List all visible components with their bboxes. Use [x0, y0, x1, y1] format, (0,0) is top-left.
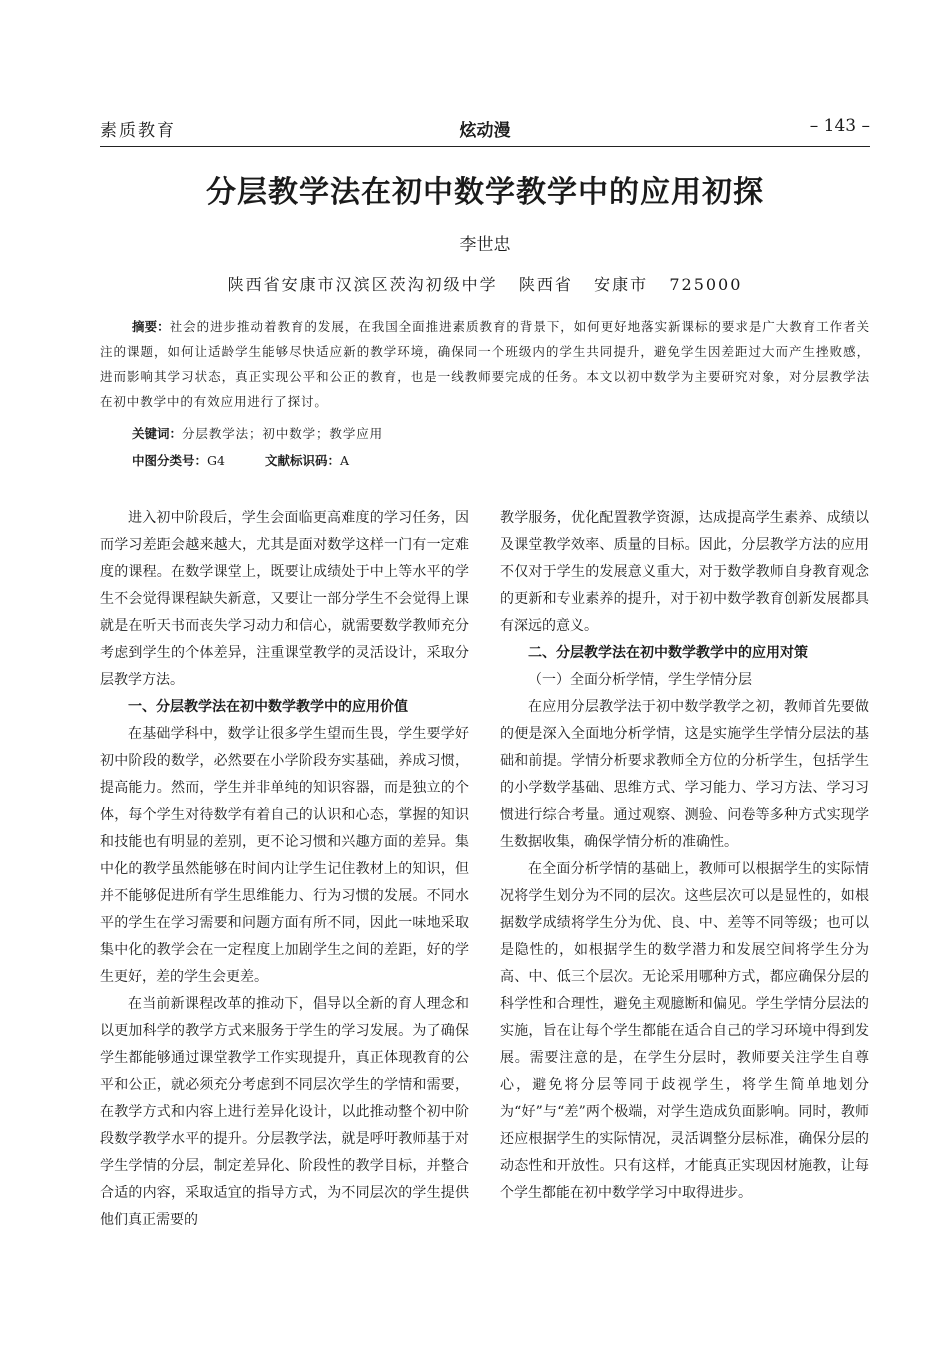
intro-paragraph: 进入初中阶段后，学生会面临更高难度的学习任务，因而学习差距会越来越大，尤其是面对数学这样一门有一定难度的课程。在数学课堂上，既要让成绩处于中上等水平的学生不会觉得课程缺失新意，又要让一部分学生不会觉得上课就是在听天书而丧失学习动力和信心，就需要数学教师充分考虑到学生的个体差异，注重课堂教学的灵活设计，采取分层教学方法。	[100, 510, 469, 688]
keywords-label: 关键词：	[132, 426, 183, 441]
subsection-heading: （一）全面分析学情，学生学情分层	[528, 672, 752, 688]
article-author: 李世忠	[459, 235, 511, 255]
keywords-text: 分层教学法；初中数学；教学应用	[182, 426, 384, 441]
body-paragraph: 在应用分层教学法于初中数学教学之初，教师首先要做的便是深入全面地分析学情，这是实施学生学情分层法的基础和前提。学情分析要求教师全方位的分析学生，包括学生的小学数学基础、思维方式、学习能力、学习方法、学习习惯进行综合考量。通过观察、测验、问卷等多种方式实现学生数据收集，确保学情分析的准确性。	[500, 699, 869, 850]
keywords	[132, 424, 383, 442]
right-column	[500, 505, 869, 1207]
section-heading-1: 一、分层教学法在初中数学教学中的应用价值	[128, 699, 408, 715]
abstract-text: 社会的进步推动着教育的发展，在我国全面推进素质教育的背景下，如何更好地落实新课标的要求是广大教育工作者关注的课题，如何让适龄学生能够尽快适应新的教学环境，确保同一个班级内的学生共同提升，避免学生因差距过大而产生挫败感，进而影响其学习状态，真正实现公平和公正的教育，也是一线教师要完成的任务。本文以初中数学为主要研究对象，对分层教学法在初中教学中的有效应用进行了探讨。	[100, 319, 870, 409]
section-heading-2: 二、分层教学法在初中数学教学中的应用对策	[528, 645, 808, 661]
page-header	[100, 116, 870, 144]
clc-label: 中图分类号：	[132, 453, 208, 468]
abstract	[100, 314, 870, 414]
author-affiliation: 陕西省安康市汉滨区茨沟初级中学 陕西省 安康市 725000	[227, 275, 743, 294]
left-column	[100, 505, 469, 1234]
journal-name: 炫动漫	[459, 121, 511, 141]
body-paragraph: 在当前新课程改革的推动下，倡导以全新的育人理念和以更加科学的教学方式来服务于学生的学习发展。为了确保学生都能够通过课堂教学工作实现提升，真正体现教育的公平和公正，就必须充分考虑到不同层次学生的学情和需要，在教学方式和内容上进行差异化设计，以此推动整个初中阶段数学教学水平的提升。分层教学法，就是呼吁教师基于对学生学情的分层，制定差异化、阶段性的教学目标，并整合合适的内容，采取适宜的指导方式，为不同层次的学生提供他们真正需要的	[100, 996, 469, 1228]
abstract-label: 摘要：	[132, 319, 170, 334]
body-paragraph: 在基础学科中，数学让很多学生望而生畏，学生要学好初中阶段的数学，必然要在小学阶段夯实基础，养成习惯，提高能力。然而，学生并非单纯的知识容器，而是独立的个体，每个学生对待数学有着自己的认识和心态，掌握的知识和技能也有明显的差别，更不论习惯和兴趣方面的差异。集中化的教学虽然能够在时间内让学生记住教材上的知识，但并不能够促进所有学生思维能力、行为习惯的发展。不同水平的学生在学习需要和问题方面有所不同，因此一味地采取集中化的教学会在一定程度上加剧学生之间的差距，好的学生更好，差的学生会更差。	[100, 726, 469, 985]
page-number: – 143 –	[809, 116, 870, 136]
body-paragraph-continued: 教学服务，优化配置教学资源，达成提高学生素养、成绩以及课堂教学效率、质量的目标。因此，分层教学方法的应用不仅对于学生的发展意义重大，对于数学教师自身教育观念的更新和专业素养的提升，对于初中数学教育创新发展都具有深远的意义。	[500, 510, 869, 634]
clc-value: G4	[207, 453, 225, 468]
doc-code-label: 文献标识码：	[264, 453, 340, 468]
classification	[132, 451, 349, 469]
article-title: 分层教学法在初中数学教学中的应用初探	[206, 175, 764, 210]
header-rule	[100, 146, 870, 147]
section-name: 素质教育	[100, 121, 176, 141]
body-paragraph: 在全面分析学情的基础上，教师可以根据学生的实际情况将学生划分为不同的层次。这些层次可以是显性的，如根据数学成绩将学生分为优、良、中、差等不同等级；也可以是隐性的，如根据学生的数学潜力和发展空间将学生分为高、中、低三个层次。无论采用哪种方式，都应确保分层的科学性和合理性，避免主观臆断和偏见。学生学情分层法的实施，旨在让每个学生都能在适合自己的学习环境中得到发展。需要注意的是，在学生分层时，教师要关注学生自尊心，避免将分层等同于歧视学生，将学生简单地划分为“好”与“差”两个极端，对学生造成负面影响。同时，教师还应根据学生的实际情况，灵活调整分层标准，确保分层的动态性和开放性。只有这样，才能真正实现因材施教，让每个学生都能在初中数学学习中取得进步。	[500, 861, 869, 1201]
doc-code-value: A	[339, 453, 350, 468]
